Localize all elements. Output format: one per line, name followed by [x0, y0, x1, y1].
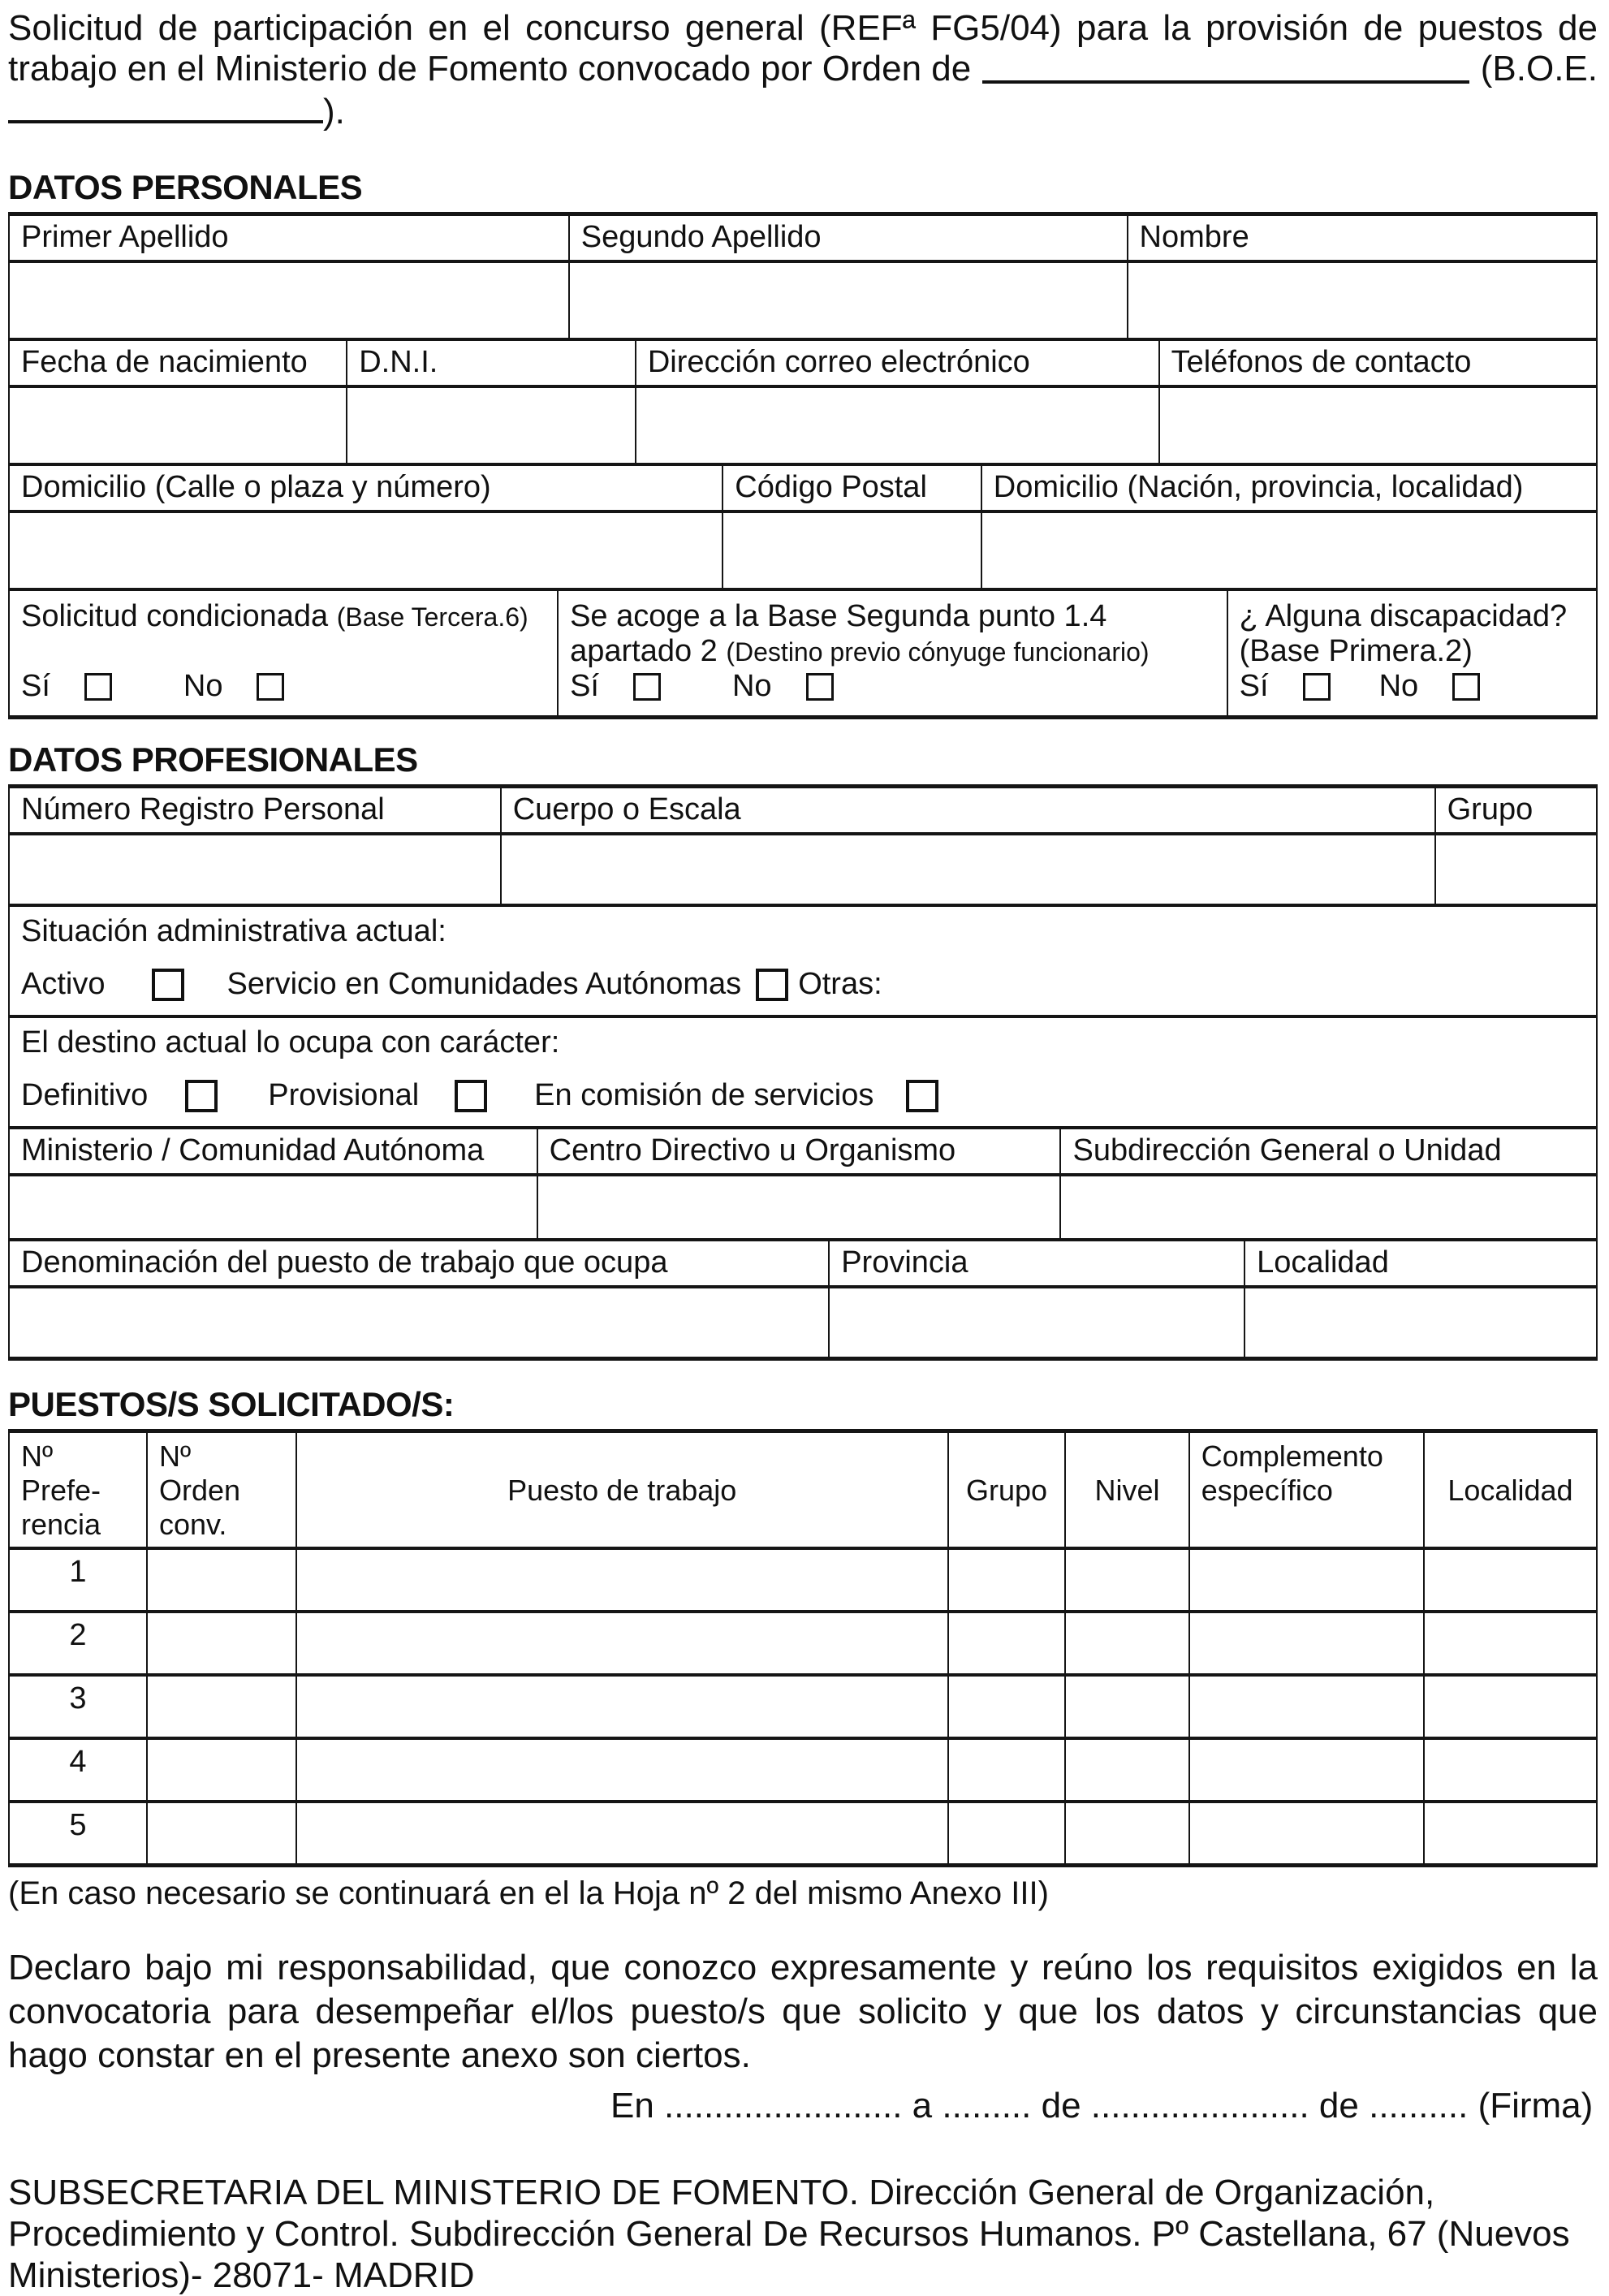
- section-heading-datos-profesionales: DATOS PROFESIONALES: [8, 740, 418, 779]
- solicitud-condicionada-cell: [10, 591, 559, 715]
- segundo-apellido-label: Segundo Apellido: [570, 216, 1128, 260]
- no-label: No: [1378, 669, 1419, 703]
- domicilio-nacion-label: Domicilio (Nación, provincia, localidad): [993, 470, 1524, 504]
- grupo-input-1[interactable]: [949, 1550, 1067, 1610]
- name-input-row: [10, 263, 1596, 341]
- complemento-input-3[interactable]: [1190, 1677, 1425, 1737]
- no-label: No: [183, 669, 223, 703]
- cond-no-checkbox[interactable]: [257, 673, 284, 701]
- dni-input[interactable]: [347, 388, 636, 463]
- num-preferencia-label: Nº Prefe- rencia: [10, 1433, 148, 1547]
- form-title: [8, 8, 1598, 132]
- disc-si-checkbox[interactable]: [1303, 673, 1331, 701]
- provincia-label: Provincia: [830, 1241, 1245, 1285]
- registro-header-row: [10, 788, 1596, 835]
- otras-label: Otras:: [798, 967, 882, 1001]
- complemento-label: Complemento específico: [1190, 1433, 1425, 1547]
- name-header-row: [10, 216, 1596, 263]
- grupo-label: Grupo: [1447, 792, 1534, 826]
- title-line1: Solicitud de participación en el concurso general (REFª FG5/04) para la provisión de puestos de: [8, 8, 1598, 48]
- discapacidad-cell: [1228, 591, 1596, 715]
- domicilio-nacion-input[interactable]: [982, 513, 1596, 588]
- apartado-text: apartado 2: [570, 634, 718, 668]
- destino-label: El destino actual lo ocupa con carácter:: [21, 1025, 560, 1060]
- grupo-input-3[interactable]: [949, 1677, 1067, 1737]
- grupo-col-label: Grupo: [949, 1433, 1067, 1547]
- denominacion-input[interactable]: [10, 1288, 830, 1357]
- codigo-postal-input[interactable]: [723, 513, 982, 588]
- signature-line[interactable]: En ........................ a ......... de ...................... de .......... (Firma): [610, 2086, 1594, 2126]
- nivel-input-3[interactable]: [1066, 1677, 1189, 1737]
- puesto-actual-input-row: [10, 1288, 1596, 1357]
- subdireccion-label: Subdirección General o Unidad: [1072, 1133, 1502, 1167]
- correo-input[interactable]: [636, 388, 1160, 463]
- telefonos-label: Teléfonos de contacto: [1171, 345, 1472, 379]
- localidad-input-4[interactable]: [1425, 1740, 1596, 1800]
- acoge-si-checkbox[interactable]: [633, 673, 661, 701]
- primer-apellido-label: Primer Apellido: [10, 216, 570, 260]
- localidad-input[interactable]: [1245, 1288, 1596, 1357]
- orden-input-1[interactable]: [148, 1550, 297, 1610]
- fecha-nacimiento-label: Fecha de nacimiento: [10, 341, 347, 385]
- localidad-input-5[interactable]: [1425, 1803, 1596, 1863]
- solicitud-condicionada-label: [21, 599, 546, 634]
- acoge-no-checkbox[interactable]: [806, 673, 834, 701]
- destino-cell: [10, 1018, 1596, 1126]
- base-segunda-line2: [570, 634, 1215, 669]
- datos-profesionales-table: [8, 784, 1598, 1361]
- centro-directivo-input[interactable]: [538, 1176, 1062, 1238]
- complemento-input-4[interactable]: [1190, 1740, 1425, 1800]
- provisional-label: Provisional: [268, 1078, 420, 1112]
- orden-input-5[interactable]: [148, 1803, 297, 1863]
- title-line2-boe: (B.O.E.: [1480, 49, 1598, 88]
- nombre-input[interactable]: [1128, 263, 1596, 338]
- puesto-input-2[interactable]: [297, 1613, 949, 1673]
- orden-date-blank-line[interactable]: [982, 80, 1469, 84]
- contact-header-row: [10, 341, 1596, 388]
- organismo-header-row: [10, 1129, 1596, 1176]
- si-label: Sí: [1239, 669, 1269, 703]
- grupo-input-4[interactable]: [949, 1740, 1067, 1800]
- correo-label: Dirección correo electrónico: [636, 341, 1160, 385]
- title-line3-close: ).: [323, 92, 345, 132]
- primer-apellido-input[interactable]: [10, 263, 570, 338]
- orden-input-4[interactable]: [148, 1740, 297, 1800]
- preferencia-5: 5: [10, 1803, 148, 1863]
- solicitud-condicionada-text: Solicitud condicionada: [21, 599, 329, 633]
- disc-no-checkbox[interactable]: [1452, 673, 1480, 701]
- base-tercera-ref: (Base Tercera.6): [336, 602, 528, 632]
- discapacidad-options: [1240, 669, 1585, 710]
- footer-address: SUBSECRETARIA DEL MINISTERIO DE FOMENTO. Dirección General de Organización, Procedimiento y Control. Subdirección General De Recursos Humanos. Pº Castellana, 67 (Nuevos Ministerios)- 28071- MADRID: [8, 2173, 1570, 2295]
- preferencia-4: 4: [10, 1740, 148, 1800]
- nivel-col-label: Nivel: [1066, 1433, 1189, 1547]
- title-line2: [8, 49, 1598, 89]
- preferencia-2: 2: [10, 1613, 148, 1673]
- puesto-row-5: [10, 1803, 1596, 1863]
- cuerpo-escala-label: Cuerpo o Escala: [502, 788, 1436, 832]
- grupo-input-5[interactable]: [949, 1803, 1067, 1863]
- activo-checkbox[interactable]: [152, 969, 184, 1001]
- puesto-row-4: [10, 1740, 1596, 1803]
- si-label: Sí: [570, 669, 599, 703]
- condiciones-row: [10, 591, 1596, 715]
- domicilio-calle-label: Domicilio (Calle o plaza y número): [10, 466, 723, 510]
- grupo-input-2[interactable]: [949, 1613, 1067, 1673]
- denominacion-label: Denominación del puesto de trabajo que ocupa: [10, 1241, 830, 1285]
- orden-input-2[interactable]: [148, 1613, 297, 1673]
- puesto-input-5[interactable]: [297, 1803, 949, 1863]
- preferencia-3: 3: [10, 1677, 148, 1737]
- continuation-note: (En caso necesario se continuará en el la Hoja nº 2 del mismo Anexo III): [8, 1875, 1049, 1911]
- dni-label: D.N.I.: [347, 341, 636, 385]
- nivel-input-2[interactable]: [1066, 1613, 1189, 1673]
- base-segunda-line1: Se acoge a la Base Segunda punto 1.4: [570, 599, 1107, 633]
- puesto-row-2: [10, 1613, 1596, 1677]
- subdireccion-input[interactable]: [1061, 1176, 1595, 1238]
- section-heading-puestos-solicitados: PUESTOS/S SOLICITADO/S:: [8, 1385, 455, 1423]
- grupo-input[interactable]: [1436, 835, 1596, 904]
- discapacidad-line2: (Base Primera.2): [1239, 634, 1473, 668]
- servicio-ccaa-checkbox[interactable]: [756, 969, 788, 1001]
- servicio-ccaa-label: Servicio en Comunidades Autónomas: [226, 967, 742, 1001]
- title-line2-text: trabajo en el Ministerio de Fomento convocado por Orden de: [8, 49, 972, 88]
- domicilio-input-row: [10, 513, 1596, 591]
- domicilio-calle-input[interactable]: [10, 513, 723, 588]
- puestos-header-row: [10, 1433, 1596, 1550]
- numero-registro-input[interactable]: [10, 835, 502, 904]
- destino-options: [21, 1078, 1585, 1121]
- ministerio-label: Ministerio / Comunidad Autónoma: [10, 1129, 538, 1173]
- complemento-input-1[interactable]: [1190, 1550, 1425, 1610]
- localidad-input-3[interactable]: [1425, 1677, 1596, 1737]
- complemento-input-2[interactable]: [1190, 1613, 1425, 1673]
- puesto-row-1: [10, 1550, 1596, 1613]
- localidad-input-1[interactable]: [1425, 1550, 1596, 1610]
- puesto-row-3: [10, 1677, 1596, 1740]
- comision-servicios-label: En comisión de servicios: [534, 1078, 874, 1112]
- localidad-col-label: Localidad: [1447, 1474, 1573, 1507]
- boe-blank-line[interactable]: [8, 89, 323, 123]
- solicitud-condicionada-options: [21, 669, 546, 710]
- num-orden-label: Nº Orden conv.: [148, 1433, 297, 1547]
- cond-si-checkbox[interactable]: [84, 673, 112, 701]
- discapacidad-line1: ¿ Alguna discapacidad?: [1239, 599, 1568, 633]
- section-heading-datos-personales: DATOS PERSONALES: [8, 168, 363, 206]
- nivel-input-5[interactable]: [1066, 1803, 1189, 1863]
- cuerpo-escala-input[interactable]: [502, 835, 1436, 904]
- registro-input-row: [10, 835, 1596, 907]
- definitivo-label: Definitivo: [21, 1078, 149, 1112]
- puesto-actual-header-row: [10, 1241, 1596, 1288]
- contact-input-row: [10, 388, 1596, 466]
- puesto-trabajo-label: Puesto de trabajo: [297, 1433, 949, 1547]
- segundo-apellido-input[interactable]: [570, 263, 1128, 338]
- complemento-input-5[interactable]: [1190, 1803, 1425, 1863]
- puestos-solicitados-table: [8, 1429, 1598, 1867]
- base-segunda-cell: [559, 591, 1228, 715]
- telefonos-input[interactable]: [1160, 388, 1596, 463]
- organismo-input-row: [10, 1176, 1596, 1241]
- activo-label: Activo: [21, 967, 106, 1001]
- centro-directivo-label: Centro Directivo u Organismo: [538, 1129, 1062, 1173]
- declaration-paragraph: Declaro bajo mi responsabilidad, que conozco expresamente y reúno los requisitos exigidos en la convocatoria para desempeñar el/los puesto/s que solicito y que los datos y circunstancias que hago constar en el presente anexo son ciertos.: [8, 1948, 1598, 2075]
- title-line3: [8, 89, 1598, 132]
- fecha-nacimiento-input[interactable]: [10, 388, 347, 463]
- no-label: No: [731, 669, 772, 703]
- datos-personales-table: [8, 212, 1598, 719]
- nombre-label: Nombre: [1139, 220, 1249, 254]
- preferencia-1: 1: [10, 1550, 148, 1610]
- provisional-checkbox[interactable]: [455, 1080, 487, 1112]
- si-label: Sí: [21, 669, 50, 703]
- domicilio-header-row: [10, 466, 1596, 513]
- codigo-postal-label: Código Postal: [723, 466, 982, 510]
- puesto-input-1[interactable]: [297, 1550, 949, 1610]
- orden-input-3[interactable]: [148, 1677, 297, 1737]
- provincia-input[interactable]: [830, 1288, 1245, 1357]
- situacion-label: Situación administrativa actual:: [21, 914, 446, 948]
- comision-servicios-checkbox[interactable]: [906, 1080, 938, 1112]
- destino-row: [10, 1018, 1596, 1129]
- nivel-input-1[interactable]: [1066, 1550, 1189, 1610]
- situacion-row: [10, 907, 1596, 1018]
- definitivo-checkbox[interactable]: [185, 1080, 218, 1112]
- situacion-cell: [10, 907, 1596, 1015]
- situacion-options: [21, 967, 1585, 1010]
- localidad-input-2[interactable]: [1425, 1613, 1596, 1673]
- base-segunda-options: [570, 669, 1215, 710]
- localidad-label: Localidad: [1257, 1245, 1389, 1280]
- puesto-input-4[interactable]: [297, 1740, 949, 1800]
- puesto-input-3[interactable]: [297, 1677, 949, 1737]
- destino-conyuge-ref: (Destino previo cónyuge funcionario): [726, 637, 1150, 667]
- ministerio-input[interactable]: [10, 1176, 538, 1238]
- numero-registro-label: Número Registro Personal: [10, 788, 502, 832]
- nivel-input-4[interactable]: [1066, 1740, 1189, 1800]
